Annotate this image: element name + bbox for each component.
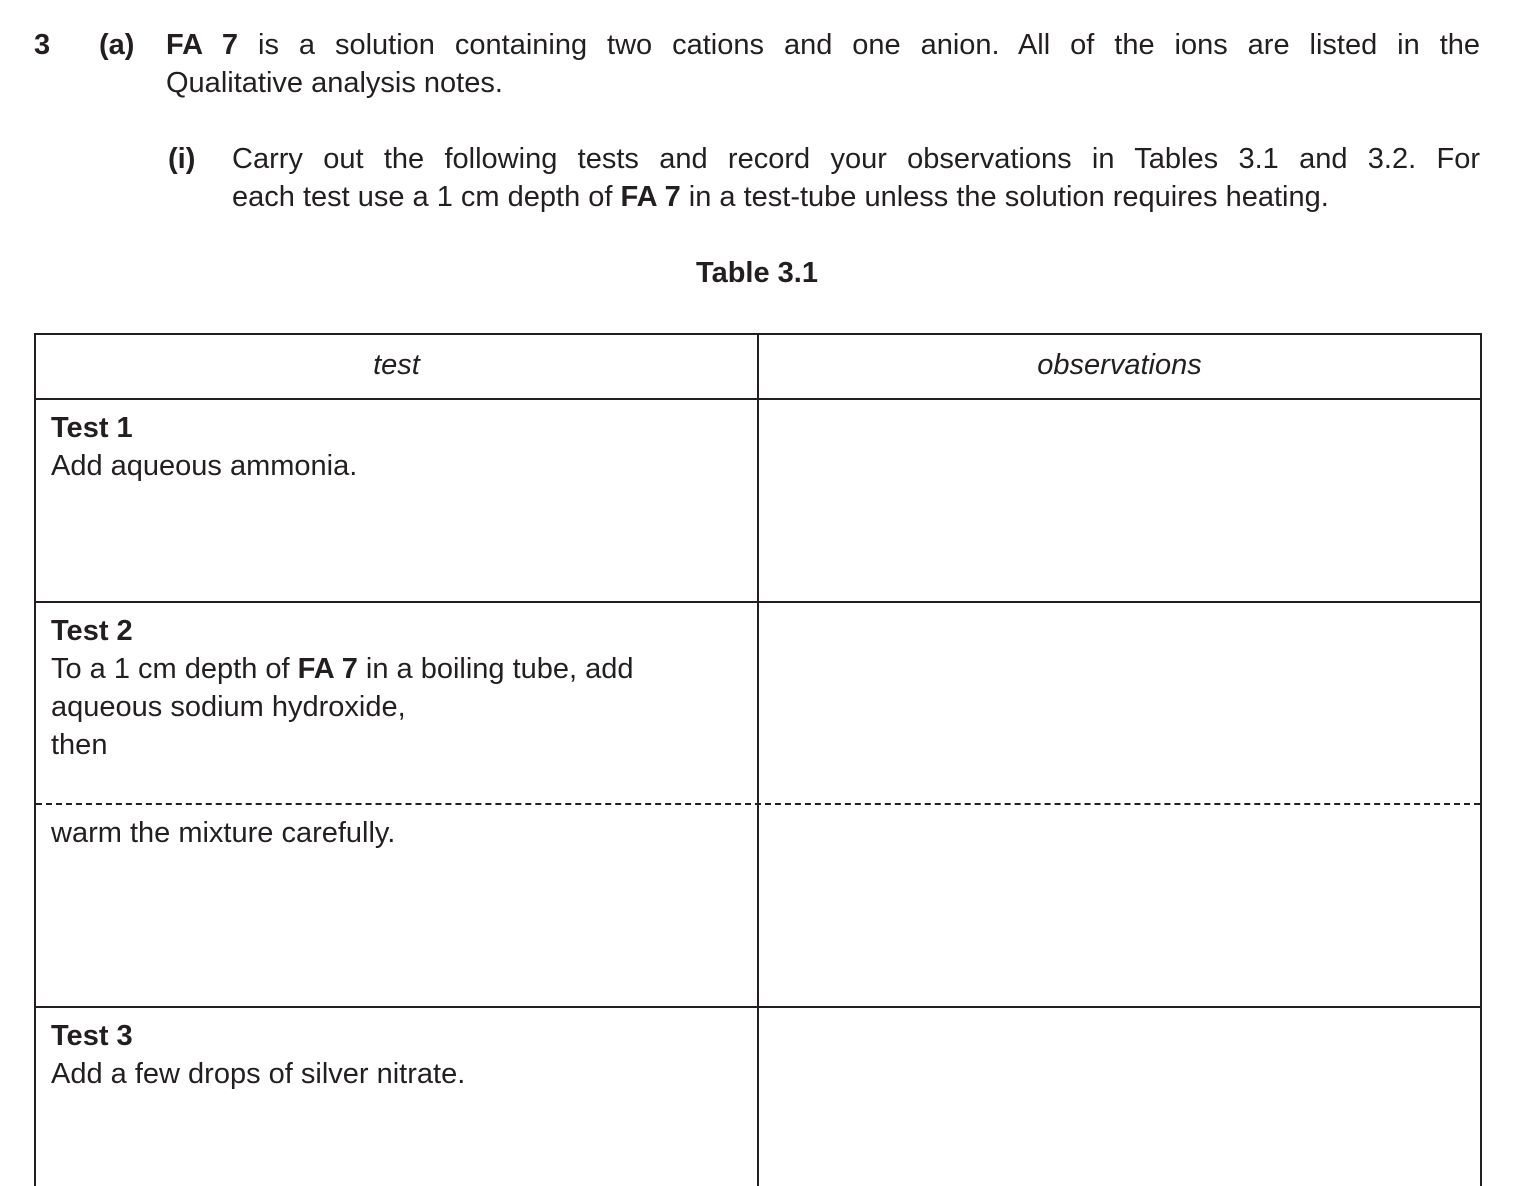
test2-instruction-line1	[51, 650, 634, 688]
test2-line1-pre: To a 1 cm depth of	[51, 653, 290, 685]
question-number: 3	[34, 29, 51, 61]
subpart-label: (i)	[168, 143, 196, 175]
test2-instruction-line3: then	[51, 729, 108, 761]
table-caption: Table 3.1	[696, 257, 818, 289]
table-border-right	[1480, 333, 1482, 1186]
subpart-line2-post: in a test-tube unless the solution requires heating.	[688, 181, 1329, 213]
table-border-left	[34, 333, 36, 1186]
test2-warm-observations-cell[interactable]	[759, 806, 1480, 1006]
test2-bold-fa7: FA 7	[297, 653, 358, 685]
test3-title: Test 3	[51, 1020, 133, 1052]
part-text-line1	[166, 26, 1480, 64]
part-line1-text: is a solution containing two cations and one anion. All of the ions are listed in the	[258, 29, 1481, 61]
test2-instruction-line2: aqueous sodium hydroxide,	[51, 691, 406, 723]
header-observations: observations	[1037, 349, 1202, 381]
subpart-text-line1: Carry out the following tests and record your observations in Tables 3.1 and 3.2. For	[232, 143, 1480, 175]
test2-line1-post: in a boiling tube, add	[365, 653, 634, 685]
subpart-text-line2	[232, 178, 1329, 216]
test2-instruction-line4: warm the mixture carefully.	[51, 817, 396, 849]
part-label: (a)	[99, 29, 135, 61]
subpart-line2-pre: each test use a 1 cm depth of	[232, 181, 613, 213]
test1-instruction: Add aqueous ammonia.	[51, 450, 358, 482]
subpart-bold-fa7: FA 7	[620, 181, 681, 213]
test1-observations-cell[interactable]	[759, 400, 1480, 601]
table-border-top	[34, 333, 1482, 335]
test3-instruction: Add a few drops of silver nitrate.	[51, 1058, 466, 1090]
test2-title: Test 2	[51, 615, 133, 647]
test3-observations-cell[interactable]	[759, 1008, 1480, 1186]
part-text-line2: Qualitative analysis notes.	[166, 67, 503, 99]
header-test: test	[373, 349, 420, 381]
table-dashed-rule	[36, 803, 1480, 805]
test2-observations-cell[interactable]	[759, 603, 1480, 802]
part-bold-fa7: FA 7	[166, 29, 239, 61]
test1-title: Test 1	[51, 412, 133, 444]
